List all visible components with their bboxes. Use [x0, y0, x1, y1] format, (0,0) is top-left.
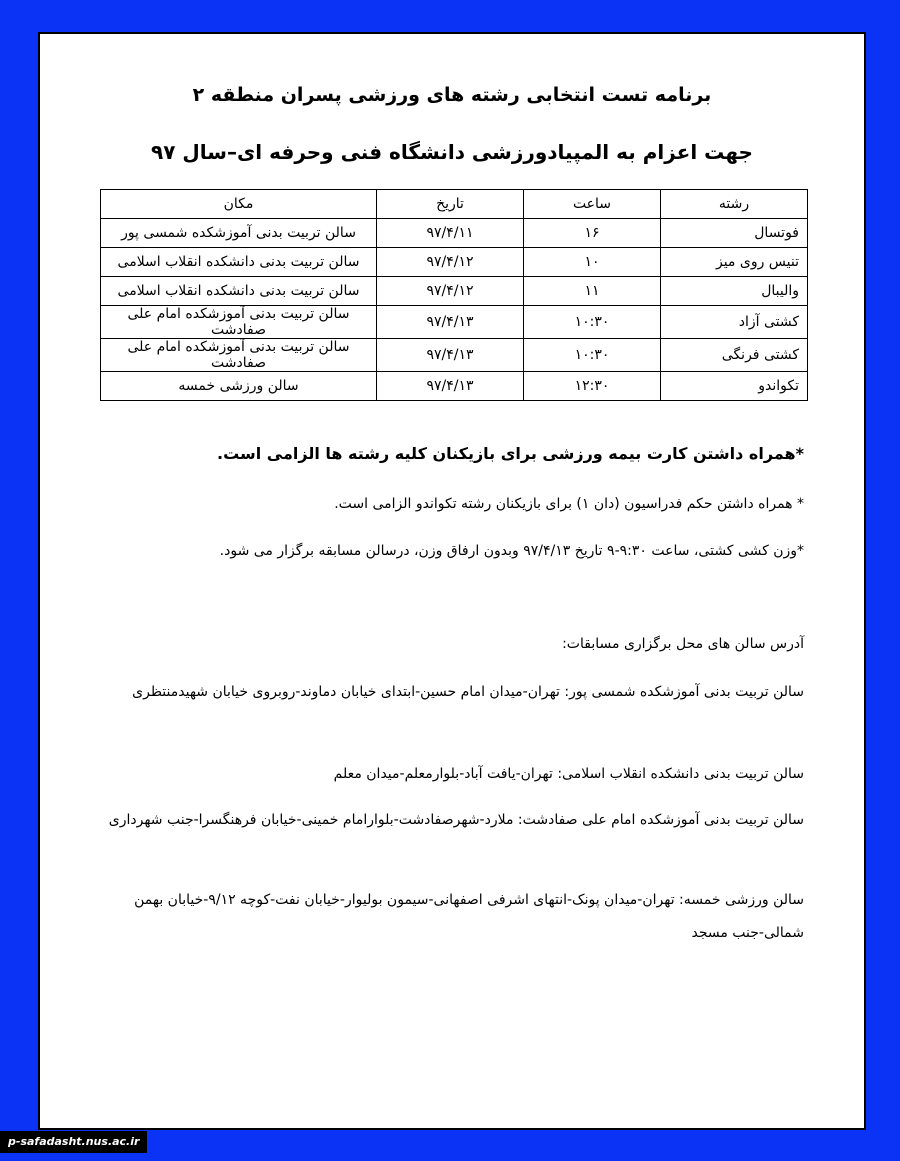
cell-place: سالن تربیت بدنی آموزشکده شمسی پور	[101, 219, 377, 248]
cell-date: ۹۷/۴/۱۱	[377, 219, 524, 248]
table-row	[101, 339, 808, 372]
cell-time: ۱۶	[524, 219, 661, 248]
cell-sport: تنیس روی میز	[661, 248, 808, 277]
address-shamsipour: سالن تربیت بدنی آموزشکده شمسی پور: تهران-میدان امام حسین-ابتدای خیابان دماوند-روبروی خیابان شهیدمنتظری	[132, 684, 804, 700]
page-subtitle: جهت اعزام به المپیادورزشی دانشگاه فنی وحرفه ای–سال ۹۷	[151, 140, 753, 164]
note-insurance: *همراه داشتن کارت بیمه ورزشی برای بازیکنان کلیه رشته ها الزامی است.	[216, 444, 804, 463]
cell-sport: والیبال	[661, 277, 808, 306]
table-header-row	[101, 190, 808, 219]
cell-time: ۱۰	[524, 248, 661, 277]
cell-place: سالن ورزشی خمسه	[101, 372, 377, 401]
cell-sport: کشتی آزاد	[661, 306, 808, 339]
note-weigh-in: *وزن کشی کشتی، ساعت ۹:۳۰-۹ تاریخ ۹۷/۴/۱۳ وبدون ارفاق وزن، درسالن مسابقه برگزار می شود.	[219, 543, 804, 559]
header-time: ساعت	[524, 190, 661, 219]
address-enghelab: سالن تربیت بدنی دانشکده انقلاب اسلامی: تهران-یافت آباد-بلوارمعلم-میدان معلم	[333, 766, 804, 782]
site-url-badge: p-safadasht.nus.ac.ir	[0, 1131, 147, 1153]
header-sport: رشته	[661, 190, 808, 219]
cell-time: ۱۰:۳۰	[524, 339, 661, 372]
cell-date: ۹۷/۴/۱۳	[377, 339, 524, 372]
cell-date: ۹۷/۴/۱۳	[377, 306, 524, 339]
header-place: مکان	[101, 190, 377, 219]
table-row	[101, 277, 808, 306]
cell-place: سالن تربیت بدنی آموزشکده امام علی صفادشت	[101, 306, 377, 339]
address-khamseh: سالن ورزشی خمسه: تهران-میدان پونک-انتهای اشرفی اصفهانی-سیمون بولیوار-خیابان نفت-کوچه ۹/۱۲-خیابان بهمن شمالی-جنب مسجد	[134, 892, 804, 941]
document-page	[38, 32, 866, 1130]
cell-date: ۹۷/۴/۱۳	[377, 372, 524, 401]
table-row	[101, 306, 808, 339]
table-row	[101, 372, 808, 401]
cell-sport: تکواندو	[661, 372, 808, 401]
page-title: برنامه تست انتخابی رشته های ورزشی پسران منطقه ۲	[192, 84, 712, 106]
address-safadasht: سالن تربیت بدنی آموزشکده امام علی صفادشت: ملارد-شهرصفادشت-بلوارامام خمینی-خیابان فرهنگسرا-جنب شهرداری	[108, 812, 804, 828]
cell-time: ۱۰:۳۰	[524, 306, 661, 339]
cell-place: سالن تربیت بدنی آموزشکده امام علی صفادشت	[101, 339, 377, 372]
cell-time: ۱۲:۳۰	[524, 372, 661, 401]
cell-date: ۹۷/۴/۱۲	[377, 248, 524, 277]
cell-time: ۱۱	[524, 277, 661, 306]
cell-date: ۹۷/۴/۱۲	[377, 277, 524, 306]
cell-sport: کشتی فرنگی	[661, 339, 808, 372]
note-taekwondo: * همراه داشتن حکم فدراسیون (دان ۱) برای بازیکنان رشته تکواندو الزامی است.	[334, 496, 804, 512]
header-date: تاریخ	[377, 190, 524, 219]
cell-place: سالن تربیت بدنی دانشکده انقلاب اسلامی	[101, 277, 377, 306]
table-row	[101, 248, 808, 277]
table-row	[101, 219, 808, 248]
cell-place: سالن تربیت بدنی دانشکده انقلاب اسلامی	[101, 248, 377, 277]
addresses-heading: آدرس سالن های محل برگزاری مسابقات:	[562, 636, 804, 652]
schedule-table	[100, 189, 808, 401]
cell-sport: فوتسال	[661, 219, 808, 248]
